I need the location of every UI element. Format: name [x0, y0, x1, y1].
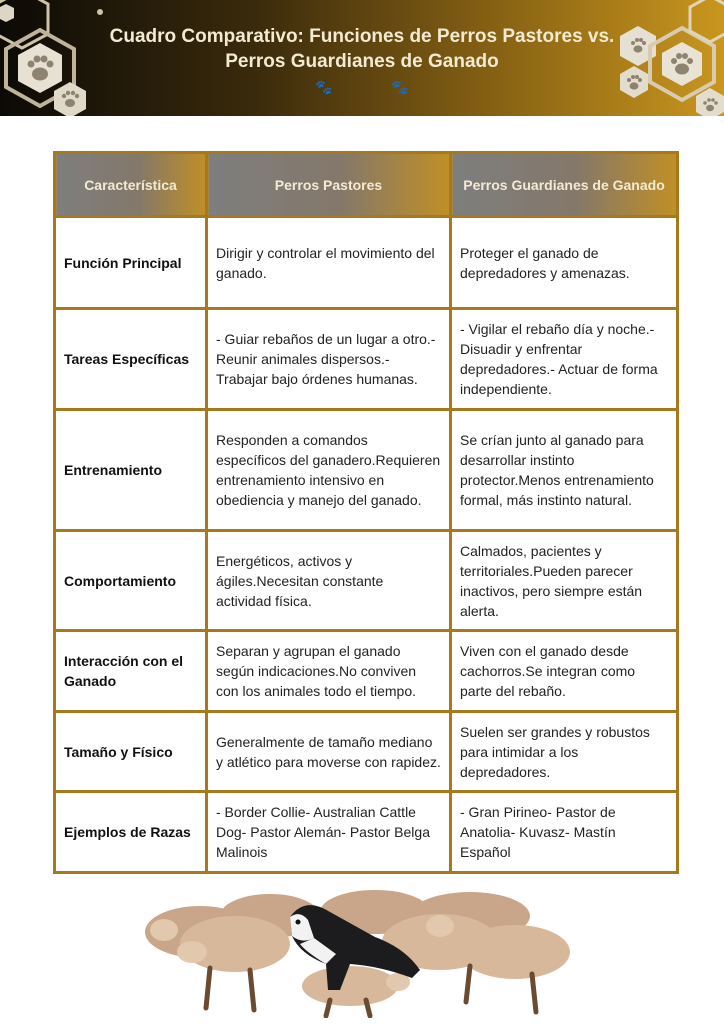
- page-title: Cuadro Comparativo: Funciones de Perros Pastores vs. Perros Guardianes de Ganado: [109, 26, 615, 72]
- row-feature: Tareas Específicas: [55, 309, 207, 410]
- table-header-row: [55, 153, 678, 217]
- row-feature: Comportamiento: [55, 531, 207, 631]
- row-guardianes-cell: - Vigilar el rebaño día y noche.- Disuadir y enfrentar depredadores.- Actuar de forma independiente.: [451, 309, 678, 410]
- row-pastores-cell: Energéticos, activos y ágiles.Necesitan constante actividad física.: [207, 531, 451, 631]
- column-header-feature: Característica: [55, 153, 207, 217]
- paw-icon: 🐾: [315, 79, 333, 95]
- row-pastores-cell: - Border Collie- Australian Cattle Dog- Pastor Alemán- Pastor Belga Malinois: [207, 792, 451, 873]
- hexagon-paw-decoration-left: [0, 0, 110, 116]
- row-guardianes-cell: Se crían junto al ganado para desarrollar instinto protector.Menos entrenamiento formal, más instinto natural.: [451, 410, 678, 531]
- row-guardianes-cell: - Gran Pirineo- Pastor de Anatolia- Kuvasz- Mastín Español: [451, 792, 678, 873]
- row-pastores-cell: Generalmente de tamaño mediano y atlético para moverse con rapidez.: [207, 712, 451, 792]
- row-guardianes-cell: Calmados, pacientes y territoriales.Pueden parecer inactivos, pero siempre están alerta.: [451, 531, 678, 631]
- header-banner: [0, 0, 724, 116]
- table-row: [55, 712, 678, 792]
- paw-icon: 🐾: [391, 79, 409, 95]
- row-feature: Ejemplos de Razas: [55, 792, 207, 873]
- comparison-table: [53, 151, 679, 874]
- table-row: [55, 531, 678, 631]
- table-row: [55, 410, 678, 531]
- column-header-pastores: Perros Pastores: [207, 153, 451, 217]
- row-pastores-cell: Dirigir y controlar el movimiento del ganado.: [207, 217, 451, 309]
- sheep-and-dog-illustration: [140, 882, 580, 1018]
- row-feature: Función Principal: [55, 217, 207, 309]
- row-feature: Entrenamiento: [55, 410, 207, 531]
- row-feature: Tamaño y Físico: [55, 712, 207, 792]
- row-pastores-cell: - Guiar rebaños de un lugar a otro.- Reunir animales dispersos.- Trabajar bajo órdenes humanas.: [207, 309, 451, 410]
- row-pastores-cell: Responden a comandos específicos del ganadero.Requieren entrenamiento intensivo en obediencia y manejo del ganado.: [207, 410, 451, 531]
- table-row: [55, 631, 678, 712]
- row-guardianes-cell: Viven con el ganado desde cachorros.Se integran como parte del rebaño.: [451, 631, 678, 712]
- hexagon-paw-decoration-right: [614, 0, 724, 116]
- table-row: [55, 792, 678, 873]
- row-pastores-cell: Separan y agrupan el ganado según indicaciones.No conviven con los animales todo el tiempo.: [207, 631, 451, 712]
- table-row: [55, 217, 678, 309]
- table-row: [55, 309, 678, 410]
- row-feature: Interacción con el Ganado: [55, 631, 207, 712]
- row-guardianes-cell: Proteger el ganado de depredadores y amenazas.: [451, 217, 678, 309]
- column-header-guardianes: Perros Guardianes de Ganado: [451, 153, 678, 217]
- row-guardianes-cell: Suelen ser grandes y robustos para intimidar a los depredadores.: [451, 712, 678, 792]
